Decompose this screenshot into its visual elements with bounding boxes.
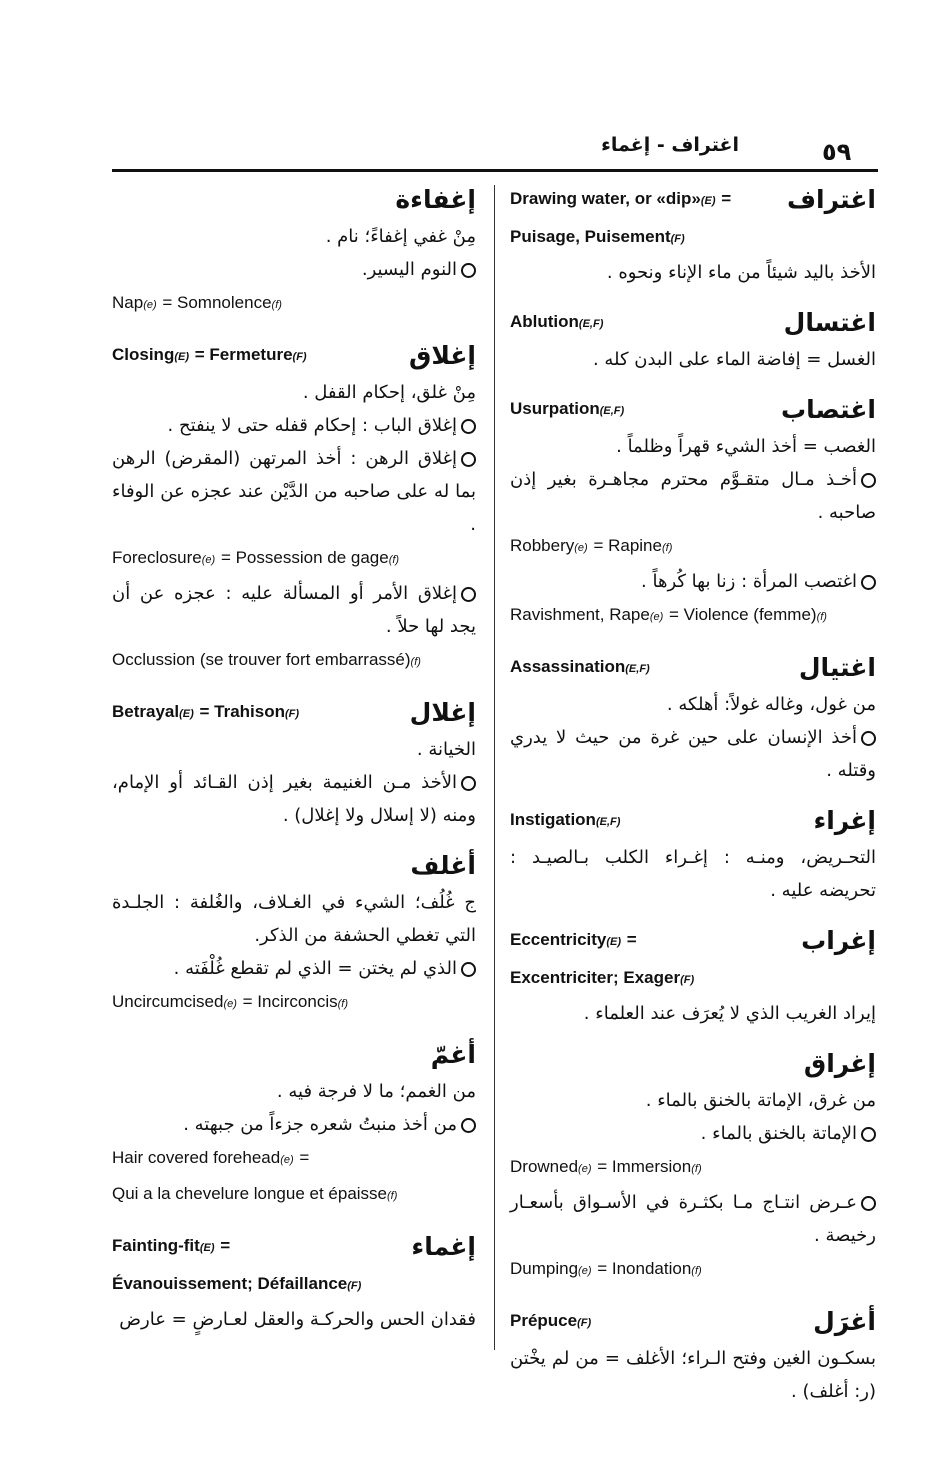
english-equivalent: [510, 923, 637, 959]
running-title: اغتراف - إغماء: [601, 134, 739, 156]
definition-sense: [112, 253, 476, 286]
bullet-icon: [861, 1196, 876, 1211]
language-tag: (f): [816, 611, 827, 623]
english-term: Betrayal: [112, 702, 180, 721]
english-term: Assassination: [510, 657, 626, 676]
dictionary-entry: [510, 390, 876, 634]
language-tag: (E): [174, 351, 190, 363]
definition-text: ج غُلُف؛ الشيء في الغـلاف، والغُلفة : الجلـدة التي تغطي الحشفة من الذكر.: [112, 892, 476, 946]
definition: [112, 1303, 476, 1336]
french-term: =: [215, 1236, 231, 1255]
definition-text: أخذ الإنسان على حين غرة من حيث لا يدري وقتله .: [510, 727, 876, 781]
french-term: =: [716, 189, 732, 208]
english-equivalent: [510, 803, 621, 839]
english-equivalent: [112, 1229, 230, 1265]
bullet-icon: [461, 452, 476, 467]
english-equivalent: [112, 338, 308, 374]
english-equivalent: [510, 1252, 876, 1288]
english-term: Évanouissement; Défaillance: [112, 1274, 348, 1293]
dictionary-entry: [510, 303, 876, 376]
english-term: Foreclosure: [112, 548, 202, 567]
language-tag: (f): [661, 542, 673, 554]
definition: [112, 886, 476, 952]
english-term: Hair covered forehead: [112, 1148, 281, 1167]
language-tag: (F): [680, 974, 695, 986]
english-equivalent: [112, 1177, 476, 1213]
dictionary-entry: [510, 1044, 876, 1288]
english-term: Drowned: [510, 1157, 579, 1176]
headword: إغراق: [803, 1049, 876, 1078]
dictionary-entry: [112, 1035, 476, 1213]
bullet-icon: [461, 1118, 476, 1133]
language-tag: (f): [691, 1163, 702, 1175]
language-tag: (E): [179, 708, 194, 720]
definition: [112, 376, 476, 409]
headword: أغمّ: [430, 1040, 476, 1069]
definition-text: من غرق، الإماتة بالخنق بالماء .: [645, 1090, 876, 1111]
headword: أغرَل: [813, 1307, 876, 1336]
english-equivalent: [510, 182, 731, 218]
headword: أغلف: [410, 851, 476, 880]
definition-text: فقدان الحس والحركـة والعقل لعـارضٍ = عارض: [119, 1309, 476, 1330]
english-term: Prépuce: [510, 1311, 578, 1330]
right-column: [510, 180, 876, 1422]
left-column: [112, 180, 476, 1350]
dictionary-entry: [510, 921, 876, 1030]
definition-text: الغسل = إفاضة الماء على البدن كله .: [592, 349, 876, 370]
dictionary-entry: [510, 648, 876, 787]
entry-heading-row: [510, 1302, 876, 1342]
bullet-icon: [461, 962, 476, 977]
definition-text: الغصب = أخذ الشيء قهراً وظلماً .: [616, 436, 876, 457]
headword: اغتصاب: [781, 395, 876, 424]
language-tag: (F): [577, 1317, 592, 1329]
language-tag: (f): [271, 299, 282, 311]
language-tag: (E): [199, 1242, 215, 1254]
french-term: = Trahison: [194, 702, 286, 721]
definition-text: الأخذ باليد شيئاً من ماء الإناء ونحوه .: [606, 262, 876, 283]
headword: إغلال: [409, 698, 476, 727]
english-equivalent: [112, 1141, 476, 1177]
definition: [112, 733, 476, 766]
english-term: Dumping: [510, 1259, 579, 1278]
entry-heading-row: [510, 801, 876, 841]
headword: اغتسال: [783, 308, 876, 337]
definition-sense: [112, 409, 476, 442]
english-term: Instigation: [510, 810, 596, 829]
entry-heading-row: [510, 303, 876, 343]
entry-heading-row: [510, 921, 876, 961]
english-equivalent: [510, 1150, 876, 1186]
english-term: Ablution: [510, 312, 579, 331]
definition-sense: [112, 952, 476, 985]
language-tag: (E,F): [599, 405, 625, 417]
dictionary-entry: [510, 801, 876, 907]
french-term: = Immersion: [592, 1157, 692, 1176]
definition: [510, 688, 876, 721]
language-tag: (E,F): [578, 318, 604, 330]
bullet-icon: [861, 575, 876, 590]
french-term: = Somnolence: [157, 293, 272, 312]
french-term: =: [294, 1148, 310, 1167]
header-rule: [112, 169, 878, 172]
language-tag: (f): [387, 1190, 398, 1202]
definition: [510, 343, 876, 376]
bullet-icon: [461, 263, 476, 278]
french-term: = Violence (femme): [664, 605, 817, 624]
headword: إغماء: [411, 1232, 476, 1261]
headword: إغراء: [813, 806, 876, 835]
definition-text: الأخذ مـن الغنيمة بغير إذن القـائد أو الإمام، ومنه (لا إسلال ولا إغلال) .: [112, 772, 476, 826]
definition: [510, 430, 876, 463]
language-tag: (E,F): [625, 663, 650, 675]
entry-heading-row: [112, 1227, 476, 1267]
definition: [510, 1342, 876, 1408]
headword: إغفاءة: [395, 185, 476, 214]
english-equivalent: [510, 650, 651, 686]
definition-text: الذي لم يختن = الذي لم تقطع غُلْفَته .: [173, 958, 457, 979]
definition-sense: [510, 463, 876, 529]
headword: إغراب: [801, 926, 876, 955]
language-tag: (F): [285, 708, 300, 720]
definition-text: من الغمم؛ ما لا فرجة فيه .: [276, 1081, 476, 1102]
definition-sense: [112, 442, 476, 541]
headword: اغتيال: [798, 653, 876, 682]
definition: [510, 256, 876, 289]
english-term: Puisage, Puisement: [510, 227, 671, 246]
language-tag: (F): [292, 351, 307, 363]
definition-sense: [510, 1186, 876, 1252]
definition-sense: [510, 565, 876, 598]
definition-text: إغلاق الأمر أو المسألة عليه : عجزه عن أن يجد لها حلاً .: [112, 583, 476, 637]
language-tag: (e): [574, 542, 588, 554]
bullet-icon: [461, 419, 476, 434]
english-term: Ravishment, Rape: [510, 605, 650, 624]
dictionary-entry: [510, 180, 876, 289]
definition-text: أخـذ مـال متقـوَّم محترم مجاهـرة بغير إذن صاحبه .: [510, 469, 876, 523]
language-tag: (E,F): [595, 816, 621, 828]
definition-text: اغتصب المرأة : زنا بها كُرهاً .: [641, 571, 857, 592]
bullet-icon: [461, 587, 476, 602]
language-tag: (f): [337, 998, 349, 1010]
french-term: = Incirconcis: [237, 992, 338, 1011]
entry-heading-row: [112, 336, 476, 376]
english-term: Occlussion (se trouver fort embarrassé): [112, 650, 411, 669]
english-term: Nap: [112, 293, 144, 312]
english-equivalent: [510, 392, 625, 428]
page-number: ٥٩: [822, 138, 852, 166]
entry-heading-row: [510, 390, 876, 430]
french-term: =: [622, 930, 637, 949]
english-term: Uncircumcised: [112, 992, 224, 1011]
language-tag: (e): [578, 1163, 592, 1175]
french-term: = Rapine: [588, 536, 662, 555]
dictionary-entry: [112, 693, 476, 832]
definition-text: بسكـون الغين وفتح الـراء؛ الأغلف = من لم يخْتن (ر: أغلف) .: [510, 1348, 876, 1402]
dictionary-entry: [112, 1227, 476, 1336]
english-equivalent: [510, 598, 876, 634]
dictionary-entry: [112, 180, 476, 322]
english-term: Fainting-fit: [112, 1236, 200, 1255]
dictionary-entry: [112, 336, 476, 679]
french-term: = Possession de gage: [216, 548, 389, 567]
language-tag: (e): [201, 554, 216, 566]
language-tag: (e): [649, 611, 664, 623]
entry-heading-row: [510, 648, 876, 688]
english-term: Drawing water, or «dip»: [510, 189, 701, 208]
definition-text: مِنْ غلق، إحكام القفل .: [302, 382, 476, 403]
definition-text: إيراد الغريب الذي لا يُعرَف عند العلماء .: [583, 1003, 876, 1024]
language-tag: (F): [347, 1280, 362, 1292]
definition-text: من غول، وغاله غولاً: أهلكه .: [666, 694, 876, 715]
entry-heading-row: [112, 693, 476, 733]
english-term: Closing: [112, 345, 175, 364]
definition-sense: [112, 766, 476, 832]
french-term: = Fermeture: [190, 345, 293, 364]
english-equivalent: [510, 305, 604, 341]
english-term: Excentriciter; Exager: [510, 968, 681, 987]
english-equivalent: [112, 541, 476, 577]
english-equivalent: [112, 695, 300, 731]
bullet-icon: [861, 731, 876, 746]
english-term: Usurpation: [510, 399, 600, 418]
english-equivalent: [510, 220, 876, 256]
definition-sense: [112, 1108, 476, 1141]
definition-text: الإماتة بالخنق بالماء .: [700, 1123, 857, 1144]
english-equivalent: [510, 1304, 592, 1340]
language-tag: (f): [691, 1265, 702, 1277]
language-tag: (e): [143, 299, 157, 311]
definition-text: من أخذ منبتُ شعره جزءاً من جبهته .: [183, 1114, 457, 1135]
language-tag: (E): [606, 936, 622, 948]
dictionary-entry: [510, 1302, 876, 1408]
definition-text: النوم اليسير.: [361, 259, 457, 280]
definition-text: التحـريض، ومنـه : إغـراء الكلب بـالصيـد : تحريضه عليه .: [510, 847, 876, 901]
definition-sense: [510, 721, 876, 787]
bullet-icon: [461, 776, 476, 791]
english-equivalent: [112, 286, 476, 322]
language-tag: (f): [388, 554, 400, 566]
definition-text: عـرض انتـاج مـا بكثـرة في الأسـواق بأسعـار رخيصة .: [510, 1192, 876, 1246]
dictionary-entry: [112, 846, 476, 1021]
headword: إغلاق: [409, 341, 476, 370]
english-equivalent: [112, 985, 476, 1021]
french-term: = Inondation: [592, 1259, 692, 1278]
english-term: Qui a la chevelure longue et épaisse: [112, 1184, 388, 1203]
entry-heading-row: [510, 180, 876, 220]
language-tag: (E): [700, 195, 716, 207]
headword: اغتراف: [786, 185, 876, 214]
definition-text: الخيانة .: [416, 739, 476, 760]
english-term: Robbery: [510, 536, 575, 555]
language-tag: (e): [578, 1265, 592, 1277]
definition: [510, 1084, 876, 1117]
language-tag: (F): [670, 233, 685, 245]
definition-text: إغلاق الباب : إحكام قفله حتى لا ينفتح .: [167, 415, 457, 436]
definition: [112, 1075, 476, 1108]
definition: [112, 220, 476, 253]
definition-sense: [510, 1117, 876, 1150]
language-tag: (e): [280, 1154, 294, 1166]
english-equivalent: [510, 961, 876, 997]
definition-sense: [112, 577, 476, 643]
language-tag: (f): [410, 656, 421, 668]
english-equivalent: [510, 529, 876, 565]
definition-text: مِنْ غفي إغفاءً؛ نام .: [325, 226, 476, 247]
language-tag: (e): [223, 998, 237, 1010]
bullet-icon: [861, 473, 876, 488]
english-term: Eccentricity: [510, 930, 607, 949]
english-equivalent: [112, 1267, 476, 1303]
column-separator: [494, 185, 495, 1350]
definition: [510, 841, 876, 907]
english-equivalent: [112, 643, 476, 679]
definition-text: إغلاق الرهن : أخذ المرتهن (المقرض) الرهن بما له على صاحبه من الدَّيْن عند عجزه عن الوفاء .: [112, 448, 476, 535]
definition: [510, 997, 876, 1030]
bullet-icon: [861, 1127, 876, 1142]
